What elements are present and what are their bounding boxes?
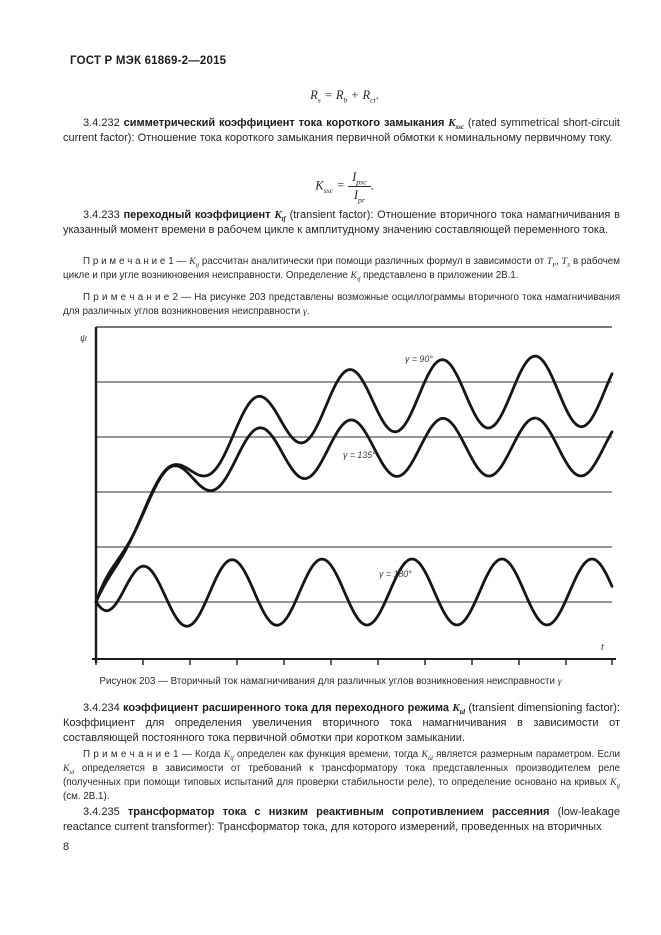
text-run: 3.4.234 xyxy=(83,702,124,714)
text-run: γ xyxy=(557,676,562,687)
text-run: (transient dimensioning factor): Коэффициент для определения увеличения вторичного тока намагничивания в зависимости от составляющей постоянного тока первичной обмотки при коротком замыкании. xyxy=(63,702,620,744)
text-run: Рисунок 203 — Вторичный ток намагничивания для различных углов возникновения неисправности xyxy=(99,676,558,687)
curve-label: γ = 180° xyxy=(379,569,412,579)
text-run: П р и м е ч а н и е 1 — Когда xyxy=(83,749,224,760)
text-run: (rated symmetrical short-circuit current factor): Отношение тока короткого замыкания первичной обмотки к номинальному первичному току. xyxy=(63,117,620,144)
y-axis-label: ψ xyxy=(80,333,87,344)
text-run: $T_S$ xyxy=(561,256,571,269)
text-run: $T_P$ xyxy=(546,256,557,269)
text-run: $K_{tf}$ xyxy=(223,749,234,762)
curve-135-deg xyxy=(96,418,612,602)
text-run: 3.4.232 xyxy=(83,117,124,129)
text-run: $K_{tf}$ xyxy=(274,209,286,224)
paragraph-3-4-232 xyxy=(63,116,620,146)
note-1-under-3-4-233 xyxy=(63,255,620,283)
text-run: симметрический коэффициент тока короткого замыкания xyxy=(123,117,449,129)
text-run: . xyxy=(306,306,310,317)
text-run: переходный коэффициент xyxy=(123,209,275,221)
text-run: $K_{tf}$ xyxy=(189,256,200,269)
text-run: представлено в приложении 2В.1. xyxy=(360,270,519,281)
note-2-under-3-4-233 xyxy=(63,291,620,319)
text-run: трансформатор тока с низким реактивным сопротивлением рассеяния xyxy=(127,806,558,818)
text-run: $K_{tf}$ xyxy=(610,777,620,790)
paragraph-3-4-235 xyxy=(63,805,620,835)
text-run: 3.4.233 xyxy=(83,209,124,221)
text-run: $K_{tf}$ xyxy=(350,270,361,283)
text-run: γ xyxy=(302,306,307,317)
text-run: П р и м е ч а н и е 1 — xyxy=(83,256,190,267)
paragraph-3-4-234 xyxy=(63,701,620,746)
curve-90-deg xyxy=(96,356,612,602)
formula-secondary-loop-resistance: $R_s = R_b + R_{ct}$. xyxy=(310,88,379,105)
curve-180-deg xyxy=(96,559,612,626)
curve-label: γ = 90° xyxy=(405,354,433,364)
text-run: определяется в зависимости от требований к трансформатору тока представленных производителем реле (полученных при помощи типовых испытаний для проверки стабильности реле), то определение основано на кривых xyxy=(63,763,620,788)
text-run: определен как функция времени, тогда xyxy=(233,749,422,760)
text-run: рассчитан аналитически при помощи различных формул в зависимости от xyxy=(199,256,547,267)
text-run: (см. 2В.1). xyxy=(63,791,110,802)
document-header-title: ГОСТ Р МЭК 61869-2—2015 xyxy=(70,55,227,67)
text-run: $K_{ssc}$ xyxy=(448,117,464,132)
text-run: , xyxy=(556,256,562,267)
text-run: 3.4.235 xyxy=(83,806,128,818)
text-run: (transient factor): Отношение вторичного тока намагничивания в указанный момент времени в рабочем цикле к амплитудному значению составляющей переменного тока. xyxy=(63,209,620,236)
figure-203-caption xyxy=(0,676,661,687)
formula-kssc: $K_{ssc}$ = $\frac{I_{psc}}{I_{pr}}$ . xyxy=(315,170,374,205)
curve-label: γ = 135° xyxy=(343,450,376,460)
text-run: $K_{td}$ xyxy=(63,763,75,776)
note-1-under-3-4-234 xyxy=(63,748,620,804)
text-run: (low-leakage reactance current transformer): Трансформатор тока, для которого измерений, проведенных на вторичных xyxy=(63,806,620,833)
text-run: П р и м е ч а н и е 2 — На рисунке 203 представлены возможные осциллограммы вторичного тока намагничивания для различных углов возникновения неисправности xyxy=(63,292,620,317)
figure-203-chart xyxy=(60,322,620,670)
paragraph-3-4-233 xyxy=(63,208,620,238)
text-run: коэффициент расширенного тока для переходного режима xyxy=(123,702,453,714)
x-axis-label: t xyxy=(601,642,604,653)
text-run: $K_{td}$ xyxy=(452,702,466,717)
text-run: в рабочем цикле и при угле возникновения неисправности. Определение xyxy=(63,256,620,281)
fraction: $\frac{I_{psc}}{I_{pr}}$ xyxy=(348,170,371,203)
text-run: $K_{td}$ xyxy=(421,749,433,762)
text-run: является размерным параметром. Если xyxy=(432,749,620,760)
page-number: 8 xyxy=(63,841,70,853)
formula-var: R xyxy=(310,88,318,102)
